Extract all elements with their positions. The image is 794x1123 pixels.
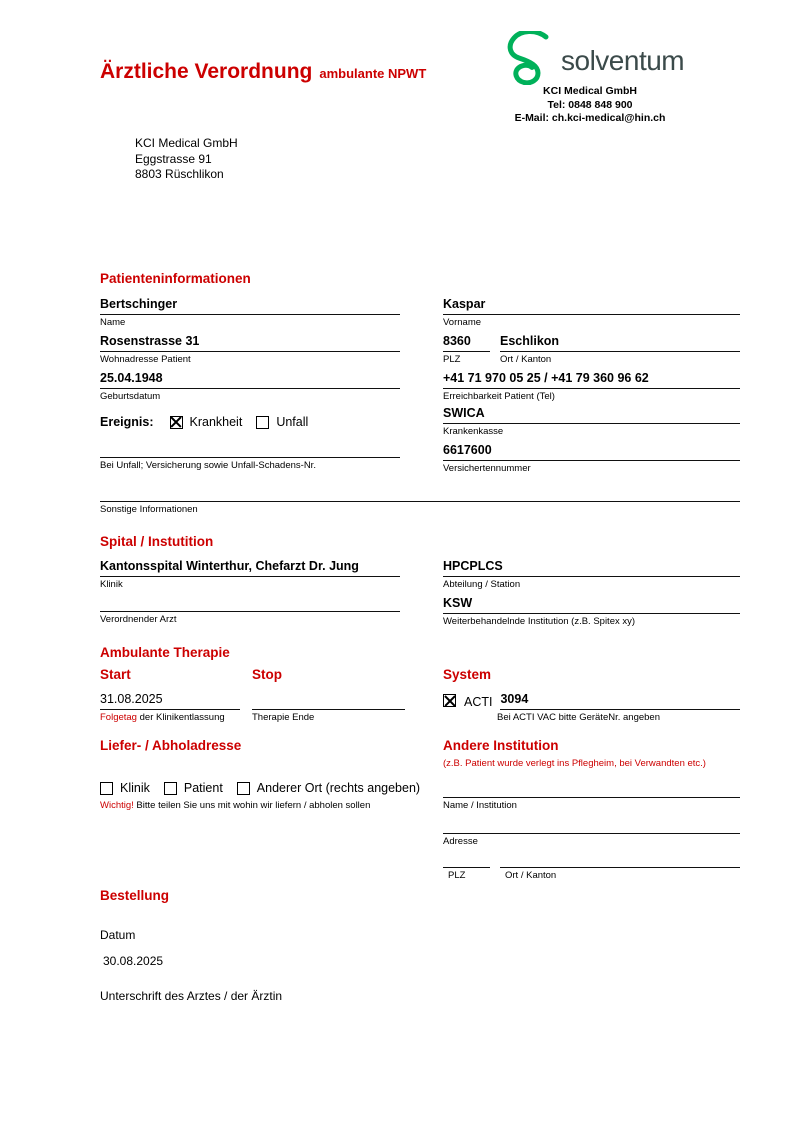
field-system [443,691,740,723]
label-wohnadresse: Wohnadresse Patient [100,354,191,365]
checkbox-anderer-ort-label: Anderer Ort (rechts angeben) [256,781,421,795]
therapie-start-heading: Start [100,667,131,682]
label-klinik: Klinik [100,579,123,590]
value-vorname: Kaspar [443,296,740,315]
liefer-note-rest: Bitte teilen Sie uns mit wohin wir liefern / abholen sollen [133,800,371,811]
company-email: E-Mail: ch.kci-medical@hin.ch [514,112,666,124]
value-system-nr: 3094 [500,691,740,710]
sender-line-3: 8803 Rüschlikon [135,167,224,181]
solventum-wordmark: solventum [561,44,685,76]
label-plz: PLZ [443,354,461,365]
label-name-institution: Name / Institution [443,800,517,811]
value-wohnadresse: Rosenstrasse 31 [100,333,400,352]
andere-subnote: (z.B. Patient wurde verlegt ins Pflegheim, bei Verwandten etc.) [443,758,706,769]
ereignis-row [100,415,308,429]
value-therapie-start: 31.08.2025 [100,691,240,710]
sender-line-2: Eggstrasse 91 [135,151,212,166]
label-therapie-start [100,712,240,723]
field-andere-adresse [443,815,740,847]
sender-address-block [135,136,238,183]
section-heading-therapie: Ambulante Therapie [100,645,230,660]
field-abteilung [443,558,740,590]
label-folgetag-rest: der Klinikentlassung [136,712,225,723]
value-andere-plz [443,849,490,868]
field-weiterbehandelnde [443,595,740,627]
page-title-row [100,60,426,84]
company-name: KCI Medical GmbH [543,85,637,97]
system-heading: System [443,667,492,682]
field-krankenkasse [443,405,740,437]
therapie-stop-heading: Stop [252,667,282,682]
liefer-options-row [100,781,420,795]
checkbox-klinik-label: Klinik [120,781,150,795]
label-tel: Erreichbarkeit Patient (Tel) [443,391,555,402]
checkbox-patient-label: Patient [183,781,223,795]
field-tel [443,370,740,402]
field-unfall-nr [100,439,400,471]
label-system: Bei ACTI VAC bitte GeräteNr. angeben [497,712,660,723]
value-andere-ort [500,849,740,868]
label-weiterbehandelnde: Weiterbehandelnde Institution (z.B. Spitex xy) [443,616,636,627]
section-heading-liefer: Liefer- / Abholadresse [100,738,242,753]
section-heading-spital: Spital / Instutition [100,534,214,549]
company-phone: Tel: 0848 848 900 [547,98,633,111]
value-weiterbehandelnde: KSW [443,595,740,614]
label-name: Name [100,317,126,328]
checkbox-klinik[interactable] [100,782,113,795]
field-versichertennummer [443,442,740,474]
field-name [100,296,400,328]
value-versichertennummer: 6617600 [443,442,740,461]
field-therapie-stop [252,691,405,723]
label-verordnender-arzt: Verordnender Arzt [100,614,177,625]
section-heading-andere: Andere Institution [443,738,559,753]
field-verordnender-arzt [100,593,400,625]
company-contact-block [455,85,725,126]
liefer-note [100,800,370,811]
label-andere-ort: Ort / Kanton [505,870,557,881]
sender-line-1: KCI Medical GmbH [135,136,238,150]
checkbox-unfall[interactable] [256,416,269,429]
field-ort [500,333,740,365]
value-unfall-nr [100,439,400,458]
value-name-institution [443,779,740,798]
field-andere-plz [443,849,490,881]
bestellung-datum-value: 30.08.2025 [103,954,164,968]
value-plz: 8360 [443,333,490,352]
ereignis-label: Ereignis: [100,415,154,429]
label-versichertennummer: Versichertennummer [443,463,531,474]
value-abteilung: HPCPLCS [443,558,740,577]
label-therapie-stop: Therapie Ende [252,712,315,723]
page-subtitle: ambulante NPWT [319,66,427,81]
label-krankenkasse: Krankenkasse [443,426,504,437]
checkbox-acti[interactable] [443,694,456,707]
field-klinik [100,558,400,590]
solventum-s-icon [503,31,553,90]
field-vorname [443,296,740,328]
checkbox-patient[interactable] [164,782,177,795]
label-folgetag-red: Folgetag [100,712,137,723]
checkbox-anderer-ort[interactable] [237,782,250,795]
unterschrift-label: Unterschrift des Arztes / der Ärztin [100,989,283,1003]
bestellung-datum-label: Datum [100,928,136,942]
field-name-institution [443,779,740,811]
value-ort: Eschlikon [500,333,740,352]
value-verordnender-arzt [100,593,400,612]
label-andere-plz: PLZ [448,870,466,881]
checkbox-krankheit-label: Krankheit [189,415,243,429]
label-geburtsdatum: Geburtsdatum [100,391,161,402]
value-geburtsdatum: 25.04.1948 [100,370,400,389]
value-therapie-stop [252,691,405,710]
solventum-logo [503,31,684,90]
liefer-note-red: Wichtig! [100,800,134,811]
value-andere-adresse [443,815,740,834]
checkbox-acti-label: ACTI [464,695,493,709]
value-name: Bertschinger [100,296,400,315]
value-tel: +41 71 970 05 25 / +41 79 360 96 62 [443,370,740,389]
value-krankenkasse: SWICA [443,405,740,424]
label-abteilung: Abteilung / Station [443,579,521,590]
field-sonstige [100,483,740,515]
field-wohnadresse [100,333,400,365]
page-title: Ärztliche Verordnung [100,60,313,83]
value-sonstige [100,483,740,502]
section-heading-patient: Patienteninformationen [100,271,251,286]
field-andere-ort [500,849,740,881]
label-andere-adresse: Adresse [443,836,478,847]
checkbox-krankheit[interactable] [170,416,183,429]
label-vorname: Vorname [443,317,482,328]
label-ort: Ort / Kanton [500,354,552,365]
label-unfall-nr: Bei Unfall; Versicherung sowie Unfall-Schadens-Nr. [100,460,316,471]
label-sonstige: Sonstige Informationen [100,504,198,515]
field-plz [443,333,490,365]
field-therapie-start [100,691,240,723]
checkbox-unfall-label: Unfall [276,415,309,429]
field-geburtsdatum [100,370,400,402]
value-klinik: Kantonsspital Winterthur, Chefarzt Dr. Jung [100,558,400,577]
section-heading-bestellung: Bestellung [100,888,170,903]
